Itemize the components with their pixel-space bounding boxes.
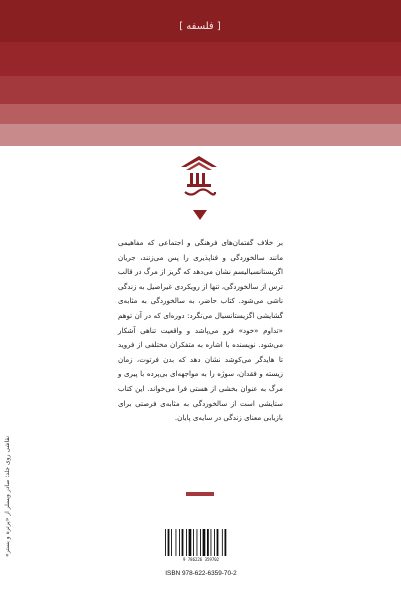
barcode-bar xyxy=(211,529,212,556)
header-band-2 xyxy=(0,42,401,76)
barcode-bar xyxy=(193,529,194,556)
ornament-dash xyxy=(186,492,214,496)
header-band-5 xyxy=(0,124,401,146)
cover-art-credit: نقاشی روی جلد: صادر ویسلر از «پرتره و بستر» xyxy=(4,436,11,557)
barcode-bar xyxy=(214,529,215,556)
down-triangle-icon xyxy=(193,210,207,220)
barcode-bar xyxy=(176,529,177,556)
barcode-bar xyxy=(182,529,184,556)
barcode-bar xyxy=(207,529,209,556)
barcode-bar xyxy=(186,529,187,556)
back-cover-blurb: بر خلاف گفتمان‌های فرهنگی و اجتماعی که مفاهیمی مانند سالخوردگی و فناپذیری را پس می‌زنند، جریان اگزیستانسیالیسم نشان می‌دهد که گریز از مرگ در قالب ترس از سالخوردگی، تنها از رویکردی غیراصیل به زندگی ناشی می‌شود. کتاب حاضر، به سالخوردگی به مثابه‌ی گشایشی اگزیستانسیال می‌نگرد: دوره‌ای که در آن توهم «تداوم «خود» فرو می‌پاشد و واقعیت تناهی آشکار می‌شود. نویسنده با اشاره به متفکران مختلفی از فروید تا هایدگر می‌کوشد نشان دهد که بدن فرتوت، زمان زیسته و فقدان، سوژه را به مواجهه‌ای بی‌پرده با پیری و مرگ به عنوان بخشی از هستی فرا می‌خواند. این کتاب ستایشی است از سالخوردگی به مثابه‌ی فرصتی برای بازیابی معنای زندگی در سایه‌ی پایان. xyxy=(118,238,283,423)
barcode-bar xyxy=(225,529,227,556)
header-band-3 xyxy=(0,76,401,104)
publisher-logo-icon xyxy=(181,156,217,198)
barcode-bar xyxy=(168,529,170,556)
category-label: [ فلسفه ] xyxy=(179,21,221,32)
barcode-bar xyxy=(171,529,172,556)
barcode xyxy=(162,528,240,568)
barcode-bar xyxy=(203,529,206,556)
barcode-bar xyxy=(165,529,166,556)
isbn-label: ISBN 978-622-6359-70-2 xyxy=(165,570,237,577)
barcode-bar xyxy=(222,529,223,556)
barcode-bars xyxy=(162,528,240,558)
barcode-bar xyxy=(179,529,180,556)
header-band-4 xyxy=(0,104,401,124)
barcode-bar xyxy=(197,529,198,556)
barcode-number: 9 786226 359702 xyxy=(182,557,220,562)
barcode-bar xyxy=(217,529,219,556)
barcode-bar xyxy=(189,529,192,556)
barcode-bar xyxy=(200,529,201,556)
